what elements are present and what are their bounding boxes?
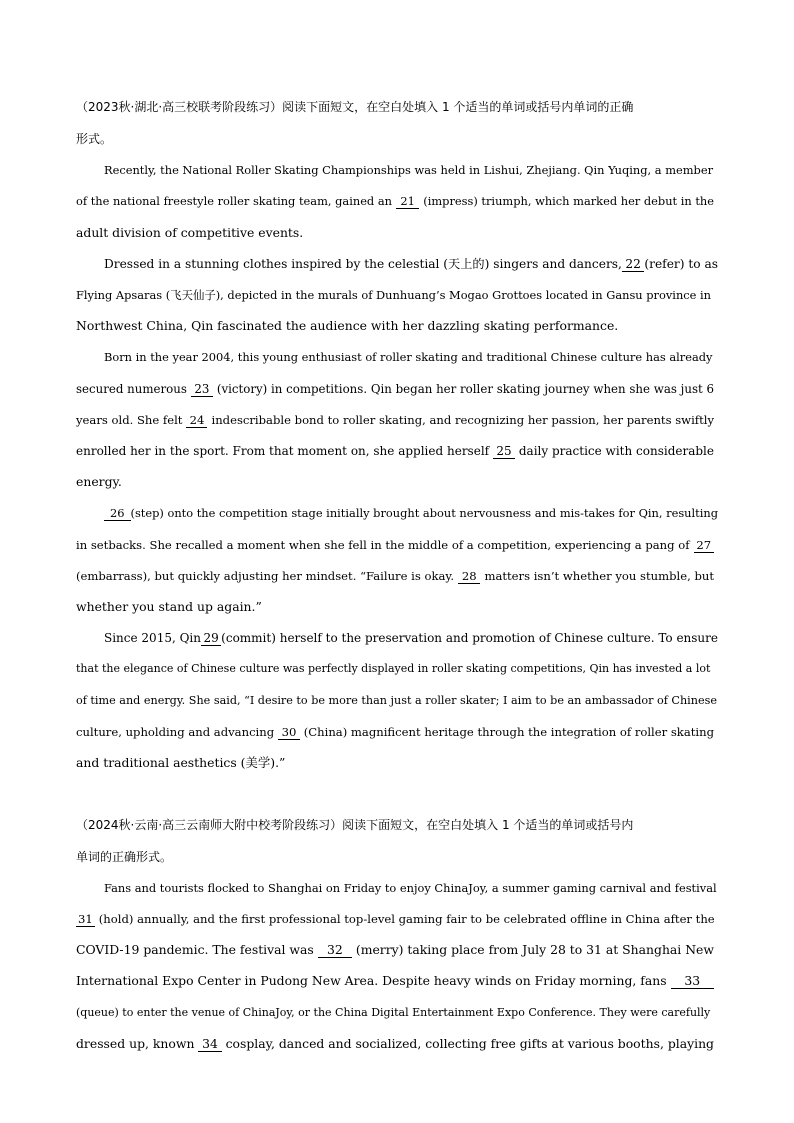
paragraph-line: that the elegance of Chinese culture was perfectly displayed in roller skating competitions, Qin has invested a lot: [76, 662, 711, 675]
blank-28[interactable]: 28: [458, 569, 480, 584]
paragraph-line: (queue) to enter the venue of ChinaJoy, or the China Digital Entertainment Expo Conference. They were carefully: [76, 1006, 711, 1019]
paragraph-line: in setbacks. She recalled a moment when she fell in the middle of a competition, experiencing a pang of 27: [76, 537, 718, 553]
blank-29[interactable]: 29: [201, 631, 221, 646]
paragraph-line: energy.: [76, 474, 122, 489]
paragraph-line: Born in the year 2004, this young enthusiast of roller skating and traditional Chinese culture has already: [104, 350, 713, 364]
blank-23[interactable]: 23: [191, 382, 213, 397]
paragraph-line: COVID-19 pandemic. The festival was 32 (merry) taking place from July 28 to 31 at Shanghai New: [76, 942, 714, 957]
paragraph-line: Since 2015, Qin 29 (commit) herself to the preservation and promotion of Chinese culture. To ensure: [104, 631, 718, 645]
blank-31[interactable]: 31: [78, 912, 93, 926]
paragraph-line: Fans and tourists flocked to Shanghai on Friday to enjoy ChinaJoy, a summer gaming carnival and festival: [104, 881, 717, 895]
paragraph-line: adult division of competitive events.: [76, 225, 304, 240]
blank-21[interactable]: 21: [396, 194, 419, 209]
blank-30[interactable]: 30: [278, 725, 300, 740]
section2-header-line1: （2024秋·云南·高三云南师大附中校考阶段练习）阅读下面短文，在空白处填入 1 个适当的单词或括号内: [76, 818, 634, 832]
blank-24[interactable]: 24: [186, 413, 207, 428]
paragraph-line: Flying Apsaras (飞天仙子), depicted in the murals of Dunhuang’s Mogao Grottoes located in Gansu province in: [76, 288, 711, 302]
paragraph-line: (embarrass), but quickly adjusting her mindset. “Failure is okay. 28 matters isn’t whether you stumble, but: [76, 569, 714, 583]
section1-header-line1: （2023秋·湖北·高三校联考阶段练习）阅读下面短文，在空白处填入 1 个适当的单词或括号内单词的正确: [76, 100, 634, 114]
paragraph-line: whether you stand up again.”: [76, 599, 262, 614]
blank-22[interactable]: 22: [622, 257, 644, 272]
paragraph-line: dressed up, known 34 cosplay, danced and socialized, collecting free gifts at various booths, playing: [76, 1036, 714, 1051]
blank-27[interactable]: 27: [694, 538, 714, 553]
paragraph-line: and traditional aesthetics (美学).”: [76, 755, 286, 770]
blank-32[interactable]: 32: [318, 943, 352, 958]
paragraph-line: of time and energy. She said, “I desire to be more than just a roller skater; I aim to be an ambassador of Chinese: [76, 694, 717, 707]
paragraph-line: enrolled her in the sport. From that moment on, she applied herself 25 daily practice with considerable: [76, 444, 714, 458]
paragraph-line: Dressed in a stunning clothes inspired by the celestial (天上的) singers and dancers, 22 (refer) to as: [104, 257, 718, 271]
paragraph-line: International Expo Center in Pudong New Area. Despite heavy winds on Friday morning, fans 33: [76, 973, 718, 989]
paragraph-line: Recently, the National Roller Skating Championships was held in Lishui, Zhejiang. Qin Yuqing, a member: [104, 163, 714, 177]
paragraph-line: 26 (step) onto the competition stage initially brought about nervousness and mis-takes for Qin, resulting: [104, 505, 718, 521]
blank-26[interactable]: 26: [104, 506, 131, 521]
paragraph-line: years old. She felt 24 indescribable bond to roller skating, and recognizing her passion, her parents swiftly: [76, 413, 714, 427]
paragraph-line: Northwest China, Qin fascinated the audience with her dazzling skating performance.: [76, 318, 619, 333]
blank-34[interactable]: 34: [198, 1037, 221, 1052]
paragraph-line: culture, upholding and advancing 30 (China) magnificent heritage through the integration of roller skating: [76, 725, 714, 739]
paragraph-line: 31 (hold) annually, and the first professional top-level gaming fair to be celebrated offline in China after the: [78, 912, 715, 926]
section1-header-line2: 形式。: [76, 132, 113, 146]
paragraph-line: secured numerous 23 (victory) in competitions. Qin began her roller skating journey when she was just 6: [76, 382, 714, 396]
paragraph-line: of the national freestyle roller skating team, gained an 21 (impress) triumph, which marked her debut in the: [76, 194, 714, 208]
section2-header-line2: 单词的正确形式。: [76, 850, 173, 864]
blank-33[interactable]: 33: [671, 974, 714, 989]
blank-25[interactable]: 25: [493, 444, 515, 459]
